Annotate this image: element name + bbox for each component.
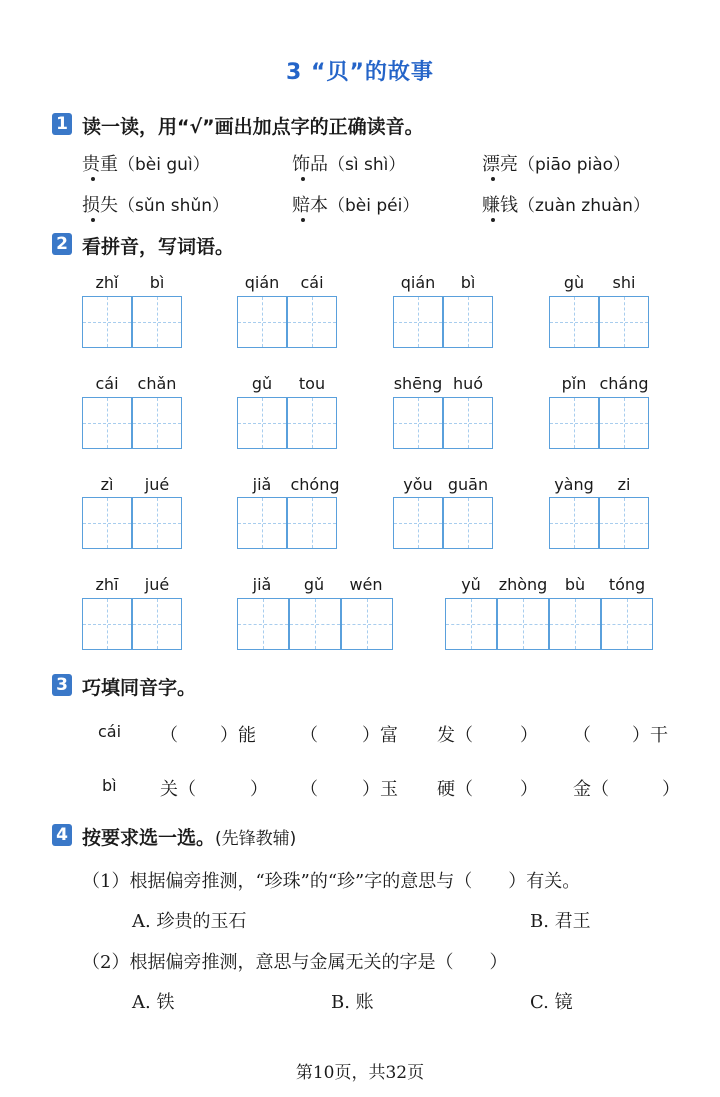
q4-sub1-text: （1）根据偏旁推测，“珍珠”的“珍”字的意思与（ ）有关。 [82, 871, 581, 892]
pinyin-label: jué [144, 475, 170, 494]
question-1-prompt: 读一读，用“√”画出加点字的正确读音。 [82, 116, 424, 138]
writing-box[interactable] [443, 296, 493, 348]
writing-box[interactable] [497, 598, 549, 650]
q1-word: 赔本 [292, 195, 328, 216]
pinyin-label: cháng [599, 374, 649, 393]
question-4-number: 4 [52, 824, 72, 846]
q3-blank-open[interactable]: 关（ [160, 779, 196, 800]
writing-box[interactable] [393, 296, 443, 348]
pinyin-label: qián [244, 273, 280, 292]
q1-word: 漂亮 [482, 154, 518, 175]
q1-item-2 [292, 150, 405, 176]
q3-blank-open[interactable]: 发（ [437, 725, 473, 746]
question-3-number: 3 [52, 674, 72, 696]
writing-box[interactable] [549, 497, 599, 549]
q3-pinyin-cai: cái [98, 722, 122, 741]
question-3-prompt: 巧填同音字。 [82, 677, 197, 699]
q1-options[interactable]: （sǔn shǔn） [118, 196, 229, 216]
question-2-number: 2 [52, 233, 72, 255]
pinyin-label: cái [95, 374, 119, 393]
emphasis-dot [91, 177, 95, 181]
q3-blank-open[interactable]: （ [160, 725, 178, 746]
pinyin-label: pǐn [561, 374, 587, 393]
writing-box[interactable] [445, 598, 497, 650]
pinyin-label: chǎn [137, 374, 177, 393]
pinyin-label: zi [617, 475, 631, 494]
pinyin-label: shēng [393, 374, 443, 393]
q3-blank-open[interactable]: （ [573, 725, 591, 746]
q4-sub1-option-a[interactable]: A. 珍贵的玉石 [132, 911, 247, 932]
writing-box[interactable] [549, 598, 601, 650]
q4-sub2-text: （2）根据偏旁推测，意思与金属无关的字是（ ） [82, 952, 508, 973]
q1-options[interactable]: （piāo piào） [518, 155, 631, 175]
publisher-note: (先锋教辅) [215, 829, 297, 849]
pinyin-label: zhǐ [95, 273, 119, 292]
question-1-number: 1 [52, 113, 72, 135]
pinyin-label: yǔ [461, 575, 481, 594]
pinyin-label: wén [349, 575, 383, 594]
q3-blank-close: ）富 [362, 725, 398, 746]
q1-item-1 [82, 150, 210, 176]
writing-box[interactable] [601, 598, 653, 650]
pinyin-label: guān [447, 475, 489, 494]
q4-sub2-option-c[interactable]: C. 镜 [530, 992, 573, 1013]
emphasis-dot [301, 218, 305, 222]
q3-blank-open[interactable]: 金（ [573, 779, 609, 800]
writing-box[interactable] [132, 598, 182, 650]
q3-blank-close: ） [520, 779, 538, 800]
question-4-header [82, 823, 296, 850]
pinyin-label: gǔ [251, 374, 273, 393]
pinyin-label: jiǎ [252, 475, 272, 494]
q1-word: 饰品 [292, 154, 328, 175]
q1-item-5 [292, 191, 419, 217]
emphasis-dot [491, 177, 495, 181]
pinyin-label: gǔ [303, 575, 325, 594]
pinyin-label: yàng [554, 475, 594, 494]
pinyin-label: bì [149, 273, 165, 292]
question-2-prompt: 看拼音，写词语。 [82, 236, 235, 258]
q1-options[interactable]: （zuàn zhuàn） [518, 196, 650, 216]
emphasis-dot [91, 218, 95, 222]
writing-box[interactable] [443, 397, 493, 449]
writing-box[interactable] [549, 296, 599, 348]
pinyin-label: tou [298, 374, 326, 393]
writing-box[interactable] [443, 497, 493, 549]
writing-box[interactable] [82, 397, 132, 449]
pinyin-label: cái [300, 273, 324, 292]
writing-box[interactable] [599, 497, 649, 549]
pinyin-label: bì [460, 273, 476, 292]
q1-item-3 [482, 150, 630, 176]
q1-item-6 [482, 191, 650, 217]
q3-blank-close: ） [520, 725, 538, 746]
pinyin-label: chóng [290, 475, 340, 494]
pinyin-label: zì [100, 475, 114, 494]
pinyin-label: shi [612, 273, 636, 292]
pinyin-label: yǒu [403, 475, 433, 494]
writing-box[interactable] [287, 497, 337, 549]
q4-sub2-option-a[interactable]: A. 铁 [132, 992, 175, 1013]
q3-blank-close: ） [250, 779, 268, 800]
q4-sub2-option-b[interactable]: B. 账 [331, 992, 374, 1013]
writing-box[interactable] [237, 397, 287, 449]
writing-box[interactable] [393, 497, 443, 549]
q3-blank-open[interactable]: 硬（ [437, 779, 473, 800]
pinyin-label: jiǎ [252, 575, 272, 594]
pinyin-label: gù [563, 273, 585, 292]
pinyin-label: tóng [608, 575, 646, 594]
q1-word: 赚钱 [482, 195, 518, 216]
q3-blank-close: ）干 [632, 725, 668, 746]
writing-box[interactable] [82, 598, 132, 650]
writing-box[interactable] [132, 497, 182, 549]
emphasis-dot [301, 177, 305, 181]
q1-word: 贵重 [82, 154, 118, 175]
pinyin-label: zhī [95, 575, 119, 594]
q1-options[interactable]: （bèi guì） [118, 155, 210, 175]
pinyin-label: zhòng [498, 575, 548, 594]
writing-box[interactable] [287, 397, 337, 449]
q3-blank-open[interactable]: （ [300, 725, 318, 746]
writing-box[interactable] [82, 296, 132, 348]
q3-blank-close: ）玉 [362, 779, 398, 800]
writing-box[interactable] [287, 296, 337, 348]
q3-blank-close: ）能 [220, 725, 256, 746]
q1-options[interactable]: （bèi péi） [328, 196, 420, 216]
pinyin-label: huó [452, 374, 484, 393]
q1-word: 损失 [82, 195, 118, 216]
q1-options[interactable]: （sì shì） [328, 155, 406, 175]
writing-box[interactable] [341, 598, 393, 650]
writing-box[interactable] [289, 598, 341, 650]
pinyin-label: bù [564, 575, 586, 594]
page-title: 3 “贝”的故事 [286, 60, 434, 85]
writing-box[interactable] [393, 397, 443, 449]
q3-blank-open[interactable]: （ [300, 779, 318, 800]
pinyin-label: qián [400, 273, 436, 292]
emphasis-dot [491, 218, 495, 222]
writing-box[interactable] [132, 397, 182, 449]
question-4-prompt: 按要求选一选。 [82, 827, 216, 849]
page-number: 第10页，共32页 [295, 1063, 425, 1083]
q1-item-4 [82, 191, 229, 217]
writing-box[interactable] [237, 598, 289, 650]
writing-box[interactable] [549, 397, 599, 449]
writing-box[interactable] [237, 296, 287, 348]
writing-box[interactable] [82, 497, 132, 549]
writing-box[interactable] [599, 397, 649, 449]
writing-box[interactable] [599, 296, 649, 348]
writing-box[interactable] [132, 296, 182, 348]
writing-box[interactable] [237, 497, 287, 549]
q4-sub1-option-b[interactable]: B. 君王 [530, 911, 591, 932]
q3-blank-close: ） [662, 779, 680, 800]
pinyin-label: jué [144, 575, 170, 594]
q3-pinyin-bi: bì [102, 776, 117, 795]
